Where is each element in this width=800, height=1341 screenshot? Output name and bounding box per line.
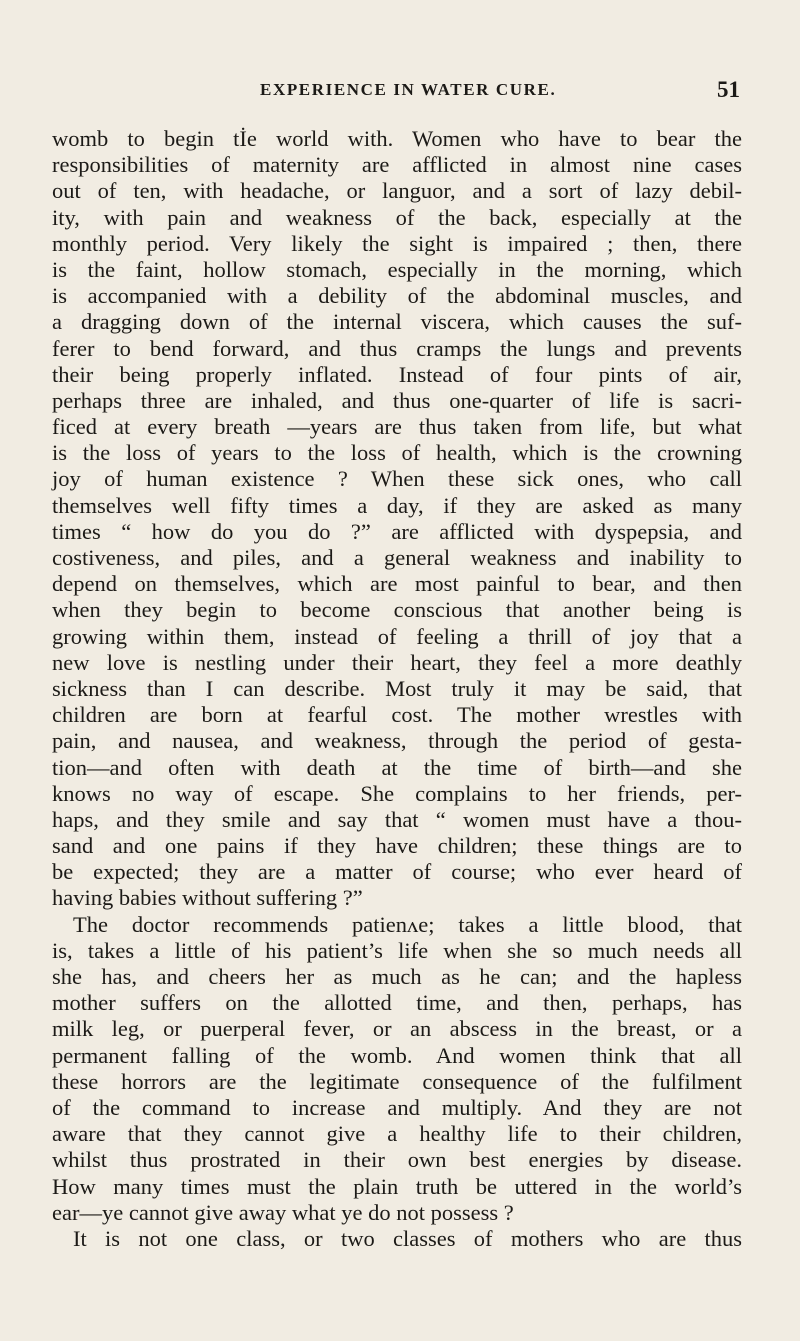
text-line: is the faint, hollow stomach, especially in the morning, which — [52, 256, 742, 282]
text-line: sand and one pains if they have children; these things are to — [52, 833, 742, 859]
text-line: is the loss of years to the loss of health, which is the crowning — [52, 440, 742, 466]
text-line: having babies without suffering ?” — [52, 885, 363, 911]
text-line: It is not one class, or two classes of mothers who are thus — [73, 1225, 742, 1251]
text-line: a dragging down of the internal viscera, which causes the suf- — [52, 309, 742, 335]
text-line: ficed at every breath —years are thus taken from life, but what — [52, 414, 742, 440]
text-line: aware that they cannot give a healthy life to their children, — [52, 1121, 742, 1147]
text-line: mother suffers on the allotted time, and then, perhaps, has — [52, 990, 742, 1016]
text-line: new love is nestling under their heart, they feel a more deathly — [52, 649, 742, 675]
text-line: costiveness, and piles, and a general weakness and inability to — [52, 545, 742, 570]
text-line: womb to begin tİe world with. Women who have to bear the — [52, 126, 742, 151]
text-line: joy of human existence ? When these sick ones, who call — [52, 466, 742, 492]
running-title: EXPERIENCE IN WATER CURE. — [260, 80, 557, 99]
text-line: permanent falling of the womb. And women think that all — [52, 1042, 742, 1068]
text-line: times “ how do you do ?” are afflicted with dyspepsia, and — [52, 518, 742, 544]
page-number: 51 — [717, 77, 740, 102]
text-line: ear—ye cannot give away what ye do not possess ? — [52, 1199, 514, 1225]
text-line: How many times must the plain truth be uttered in the world’s — [52, 1173, 742, 1199]
text-line: monthly period. Very likely the sight is impaired ; then, there — [52, 230, 742, 256]
text-line: when they begin to become conscious that another being is — [52, 597, 742, 623]
text-line: of the command to increase and multiply. And they are not — [52, 1094, 742, 1120]
text-line: knows no way of escape. She complains to her friends, per- — [52, 780, 742, 806]
text-line: she has, and cheers her as much as he can; and the hapless — [52, 964, 742, 989]
text-line: out of ten, with headache, or languor, and a sort of lazy debil- — [52, 178, 742, 204]
text-line: growing within them, instead of feeling a thrill of joy that a — [52, 623, 742, 649]
text-line: these horrors are the legitimate consequence of the fulfilment — [52, 1068, 742, 1094]
text-line: be expected; they are a matter of course; who ever heard of — [52, 859, 742, 885]
text-line: their being properly inflated. Instead of four pints of air, — [52, 361, 742, 387]
running-head — [0, 77, 740, 110]
text-line: depend on themselves, which are most painful to bear, and then — [52, 571, 742, 597]
text-line: tion—and often with death at the time of birth—and she — [52, 754, 742, 780]
text-line: is, takes a little of his patient’s life when she so much needs all — [52, 937, 742, 963]
text-line: children are born at fearful cost. The mother wrestles with — [52, 702, 742, 728]
text-line: The doctor recommends patienʌe; takes a little blood, that — [73, 911, 742, 937]
text-line: perhaps three are inhaled, and thus one-quarter of life is sacri- — [52, 387, 742, 413]
text-line: themselves well fifty times a day, if they are asked as many — [52, 492, 742, 518]
text-line: ity, with pain and weakness of the back, especially at the — [52, 204, 742, 230]
text-line: responsibilities of maternity are afflicted in almost nine cases — [52, 152, 742, 178]
text-line: ferer to bend forward, and thus cramps the lungs and prevents — [52, 335, 742, 361]
text-line: pain, and nausea, and weakness, through the period of gesta- — [52, 728, 742, 754]
text-line: sickness than I can describe. Most truly it may be said, that — [52, 675, 742, 701]
body-text — [52, 126, 742, 1252]
text-line: whilst thus prostrated in their own best energies by disease. — [52, 1147, 742, 1173]
text-line: haps, and they smile and say that “ women must have a thou- — [52, 806, 742, 832]
text-line: is accompanied with a debility of the abdominal muscles, and — [52, 283, 742, 309]
text-line: milk leg, or puerperal fever, or an abscess in the breast, or a — [52, 1016, 742, 1042]
